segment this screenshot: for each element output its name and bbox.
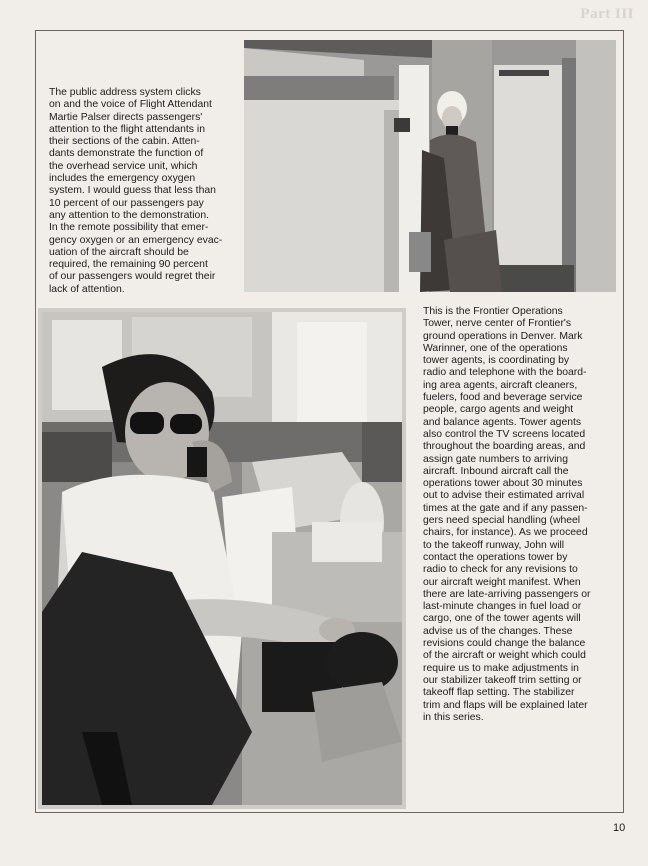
caption-line: cargo, one of the tower agents will [423,613,581,625]
caption-line: our stabilizer takeoff trim setting or [423,674,582,686]
caption-line: fuelers, food and beverage service [423,392,583,404]
caption-line: advise us of the changes. These [423,625,573,637]
caption-line: system. I would guess that less than [49,185,216,197]
caption-line: includes the emergency oxygen [49,173,196,185]
caption-line: radio and telephone with the board- [423,367,587,379]
caption-line: last-minute changes in fuel load or [423,601,582,613]
caption-line: revisions could change the balance [423,638,586,650]
photo-flight-attendant [244,40,616,292]
caption-line: aircraft. Inbound aircraft call the [423,465,569,477]
caption-line: times at the gate and if any passen- [423,502,588,514]
caption-line: Tower, nerve center of Frontier's [423,318,572,330]
caption-flight-attendant [49,87,234,296]
caption-line: any attention to the demonstration. [49,209,210,221]
caption-line: takeoff flap setting. The stabilizer [423,687,575,699]
caption-line: radio to check for any revisions to [423,564,578,576]
caption-line: chairs, for instance). As we proceed [423,527,588,539]
caption-line: there are late-arriving passengers or [423,588,591,600]
caption-line: to the takeoff runway, John will [423,539,565,551]
caption-line: trim and flaps will be explained later [423,699,588,711]
caption-line: required, the remaining 90 percent [49,259,208,271]
caption-line: of the aircraft or weight which could [423,650,586,662]
caption-line: ing area agents, aircraft cleaners, [423,379,578,391]
caption-line: operations tower about 30 minutes [423,478,583,490]
caption-line: Martie Palser directs passengers' [49,111,203,123]
caption-line: contact the operations tower by [423,551,568,563]
page-number: 10 [613,822,626,834]
caption-line: ground operations in Denver. Mark [423,330,583,342]
caption-line: out to advise their estimated arrival [423,490,585,502]
caption-line: throughout the boarding areas, and [423,441,586,453]
part-header: Part III [580,6,634,22]
caption-line: lack of attention. [49,283,125,295]
photo-operations-tower [38,308,406,809]
caption-line: the overhead service unit, which [49,160,198,172]
caption-line: 10 percent of our passengers pay [49,197,204,209]
caption-line: on and the voice of Flight Attendant [49,99,212,111]
caption-line: The public address system clicks [49,87,201,98]
caption-line: in this series. [423,711,484,723]
caption-line: and balance agents. Tower agents [423,416,582,428]
caption-line: of our passengers would regret their [49,271,216,283]
caption-line: assign gate numbers to arriving [423,453,568,465]
caption-line: In the remote possibility that emer- [49,222,209,234]
caption-operations-tower [423,306,611,724]
caption-line: gency oxygen or an emergency evac- [49,234,223,246]
caption-line: dants demonstrate the function of [49,148,204,160]
caption-line: also control the TV screens located [423,428,586,440]
caption-line: people, cargo agents and weight [423,404,574,416]
caption-line: This is the Frontier Operations [423,306,563,317]
caption-line: our aircraft weight manifest. When [423,576,581,588]
caption-line: uation of the aircraft should be [49,246,189,258]
caption-line: attention to the flight attendants in [49,123,205,135]
caption-line: Warinner, one of the operations [423,342,568,354]
caption-line: gers need special handling (wheel [423,515,581,527]
caption-line: require us to make adjustments in [423,662,579,674]
caption-line: tower agents, is coordinating by [423,355,570,367]
caption-line: their sections of the cabin. Atten- [49,136,200,148]
